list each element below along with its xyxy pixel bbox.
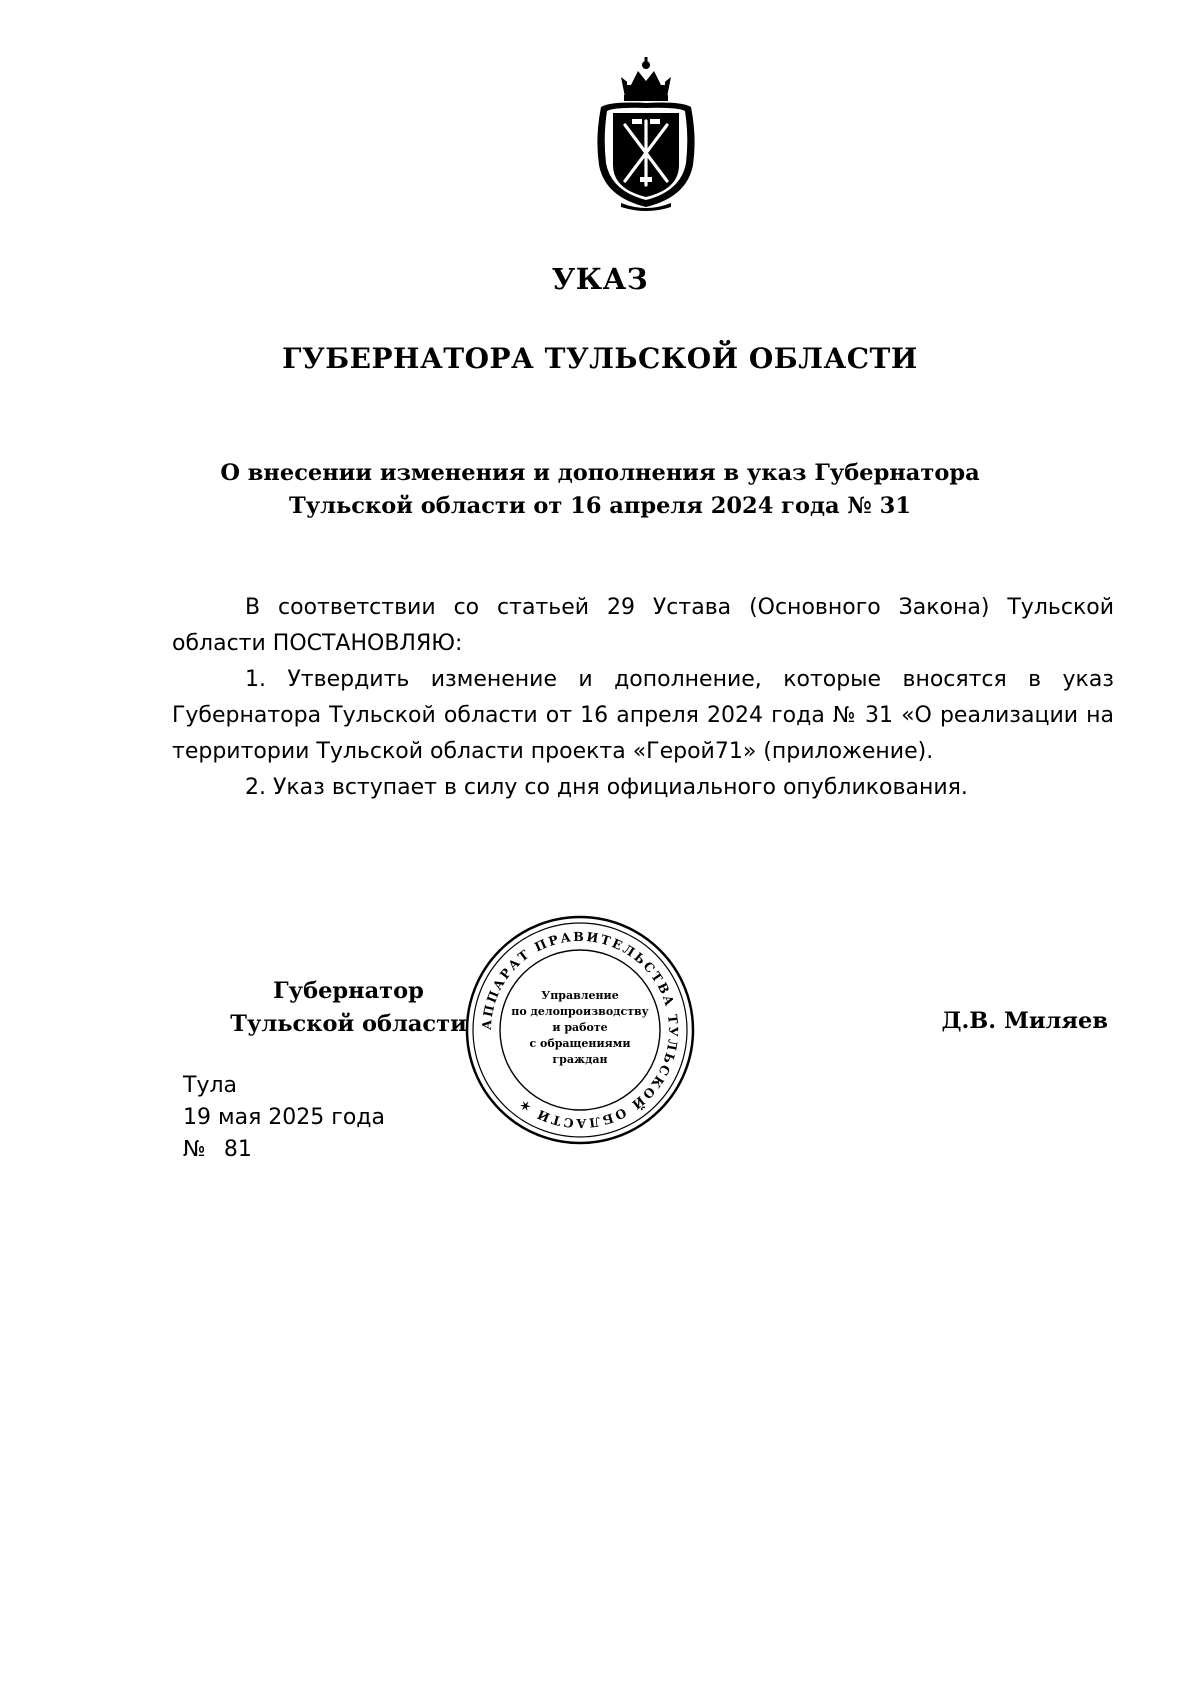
item-1-paragraph: 1. Утвердить изменение и дополнение, которые вносятся в указ Губернатора Тульской области от 16 апреля 2024 года № 31 «О реализации на территории Тульской области проекта «Герой71» (приложение).	[172, 667, 1114, 764]
document-type-title: УКАЗ	[551, 262, 649, 296]
issuer-title: ГУБЕРНАТОРА ТУЛЬСКОЙ ОБЛАСТИ	[282, 342, 918, 375]
place-and-date	[183, 1070, 385, 1166]
number-label: №	[183, 1137, 206, 1162]
signatory-position	[226, 975, 471, 1041]
coat-of-arms-icon	[591, 57, 701, 213]
item-2-paragraph: 2. Указ вступает в силу со дня официального опубликования.	[245, 775, 968, 800]
subject-line-2: Тульской области от 16 апреля 2024 года № 31	[289, 493, 911, 519]
stamp-inner-line-3: и работе	[552, 1021, 608, 1034]
stamp-inner-line-1: Управление	[541, 989, 619, 1002]
official-stamp	[464, 914, 696, 1146]
signatory-name: Д.В. Миляев	[941, 1008, 1108, 1034]
preamble-paragraph: В соответствии со статьей 29 Устава (Основного Закона) Тульской области ПОСТАНОВЛЯЮ:	[172, 595, 1114, 656]
position-line-1: Губернатор	[273, 978, 424, 1004]
city: Тула	[183, 1073, 238, 1098]
stamp-inner-line-4: с обращениями	[529, 1037, 631, 1050]
stamp-inner-line-2: по делопроизводству	[511, 1005, 649, 1018]
position-line-2: Тульской области	[230, 1011, 467, 1037]
decree-subject	[0, 457, 1200, 523]
decree-number: 81	[223, 1137, 252, 1162]
decree-date: 19 мая 2025 года	[183, 1105, 385, 1130]
stamp-ring-text: АППАРАТ ПРАВИТЕЛЬСТВА ТУЛЬСКОЙ ОБЛАСТИ ✶	[478, 928, 682, 1132]
stamp-inner-text	[500, 988, 660, 1068]
stamp-inner-line-5: граждан	[552, 1053, 608, 1066]
subject-line-1: О внесении изменения и дополнения в указ Губернатора	[220, 460, 980, 486]
decree-number-row	[183, 1134, 385, 1166]
decree-body	[172, 590, 1114, 806]
